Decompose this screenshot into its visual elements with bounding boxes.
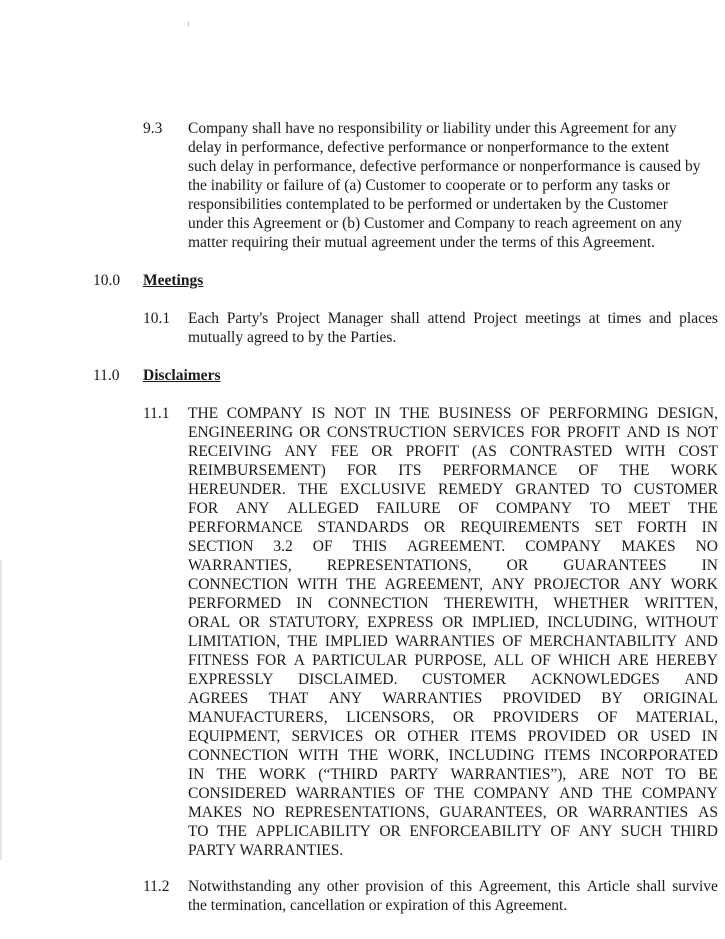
section-number-10: 10.0 [93,272,121,289]
text-line: TO THE APPLICABILITY OR ENFORCEABILITY OF ANY SUCH THIRD [188,823,718,840]
text-line: SECTION 3.2 OF THIS AGREEMENT. COMPANY MAKES NO [188,538,718,555]
text-line: EXPRESSLY DISCLAIMED. CUSTOMER ACKNOWLEDGES AND [188,671,718,688]
text-line: the termination, cancellation or expiration of this Agreement. [188,897,568,914]
text-line: MANUFACTURERS, LICENSORS, OR PROVIDERS OF MATERIAL, [188,709,718,726]
text-line: FOR ANY ALLEGED FAILURE OF COMPANY TO MEET THE [188,500,718,517]
text-line: FITNESS FOR A PARTICULAR PURPOSE, ALL OF WHICH ARE HEREBY [188,652,718,669]
text-line: CONNECTION WITH THE AGREEMENT, ANY PROJECTOR ANY WORK [188,576,718,593]
text-line: EQUIPMENT, SERVICES OR OTHER ITEMS PROVIDED OR USED IN [188,728,718,745]
section-number-11-2: 11.2 [143,878,170,895]
text-line: ORAL OR STATUTORY, EXPRESS OR IMPLIED, INCLUDING, WITHOUT [188,614,718,631]
scan-mark [188,22,189,26]
text-line: the inability or failure of (a) Customer to cooperate or to perform any tasks or [188,177,671,194]
text-line: Company shall have no responsibility or liability under this Agreement for any [188,120,677,137]
text-line: delay in performance, defective performance or nonperformance to the extent [188,139,670,156]
section-number-9-3: 9.3 [143,120,163,137]
text-line: PERFORMANCE STANDARDS OR REQUIREMENTS SET FORTH IN [188,519,718,536]
section-number-10-1: 10.1 [143,310,171,327]
text-line: LIMITATION, THE IMPLIED WARRANTIES OF MERCHANTABILITY AND [188,633,718,650]
text-line: THE COMPANY IS NOT IN THE BUSINESS OF PERFORMING DESIGN, [188,405,718,422]
section-11-2-paragraph [188,877,718,915]
text-line: PARTY WARRANTIES. [188,842,344,859]
section-heading-disclaimers: Disclaimers [143,367,221,384]
section-number-11-1: 11.1 [143,405,170,422]
text-line: REIMBURSEMENT) FOR ITS PERFORMANCE OF THE WORK [188,462,718,479]
text-line: Notwithstanding any other provision of this Agreement, this Article shall survive [188,878,718,895]
text-line: AGREES THAT ANY WARRANTIES PROVIDED BY ORIGINAL [188,690,718,707]
text-line: RECEIVING ANY FEE OR PROFIT (AS CONTRASTED WITH COST [188,443,718,460]
text-line: HEREUNDER. THE EXCLUSIVE REMEDY GRANTED TO CUSTOMER [188,481,718,498]
text-line: WARRANTIES, REPRESENTATIONS, OR GUARANTEES IN [188,557,718,574]
text-line: CONNECTION WITH THE WORK, INCLUDING ITEMS INCORPORATED [188,747,718,764]
text-line: ENGINEERING OR CONSTRUCTION SERVICES FOR PROFIT AND IS NOT [188,424,718,441]
text-line: such delay in performance, defective performance or nonperformance is caused by [188,158,701,175]
text-line: under this Agreement or (b) Customer and Company to reach agreement on any [188,215,683,232]
text-line: responsibilities contemplated to be performed or undertaken by the Customer [188,196,668,213]
section-heading-meetings: Meetings [143,272,204,289]
text-line: IN THE WORK (“THIRD PARTY WARRANTIES”), ARE NOT TO BE [188,766,718,783]
text-line: Each Party's Project Manager shall attend Project meetings at times and places [188,310,718,327]
text-line: MAKES NO REPRESENTATIONS, GUARANTEES, OR WARRANTIES AS [188,804,718,821]
section-9-3-paragraph [188,119,718,252]
section-11-1-paragraph [188,404,718,860]
text-line: CONSIDERED WARRANTIES OF THE COMPANY AND THE COMPANY [188,785,718,802]
scan-edge-shadow [0,560,2,860]
section-number-11: 11.0 [93,367,120,384]
text-line: mutually agreed to by the Parties. [188,329,397,346]
section-10-1-paragraph [188,309,718,347]
text-line: matter requiring their mutual agreement under the terms of this Agreement. [188,234,655,251]
text-line: PERFORMED IN CONNECTION THEREWITH, WHETHER WRITTEN, [188,595,718,612]
